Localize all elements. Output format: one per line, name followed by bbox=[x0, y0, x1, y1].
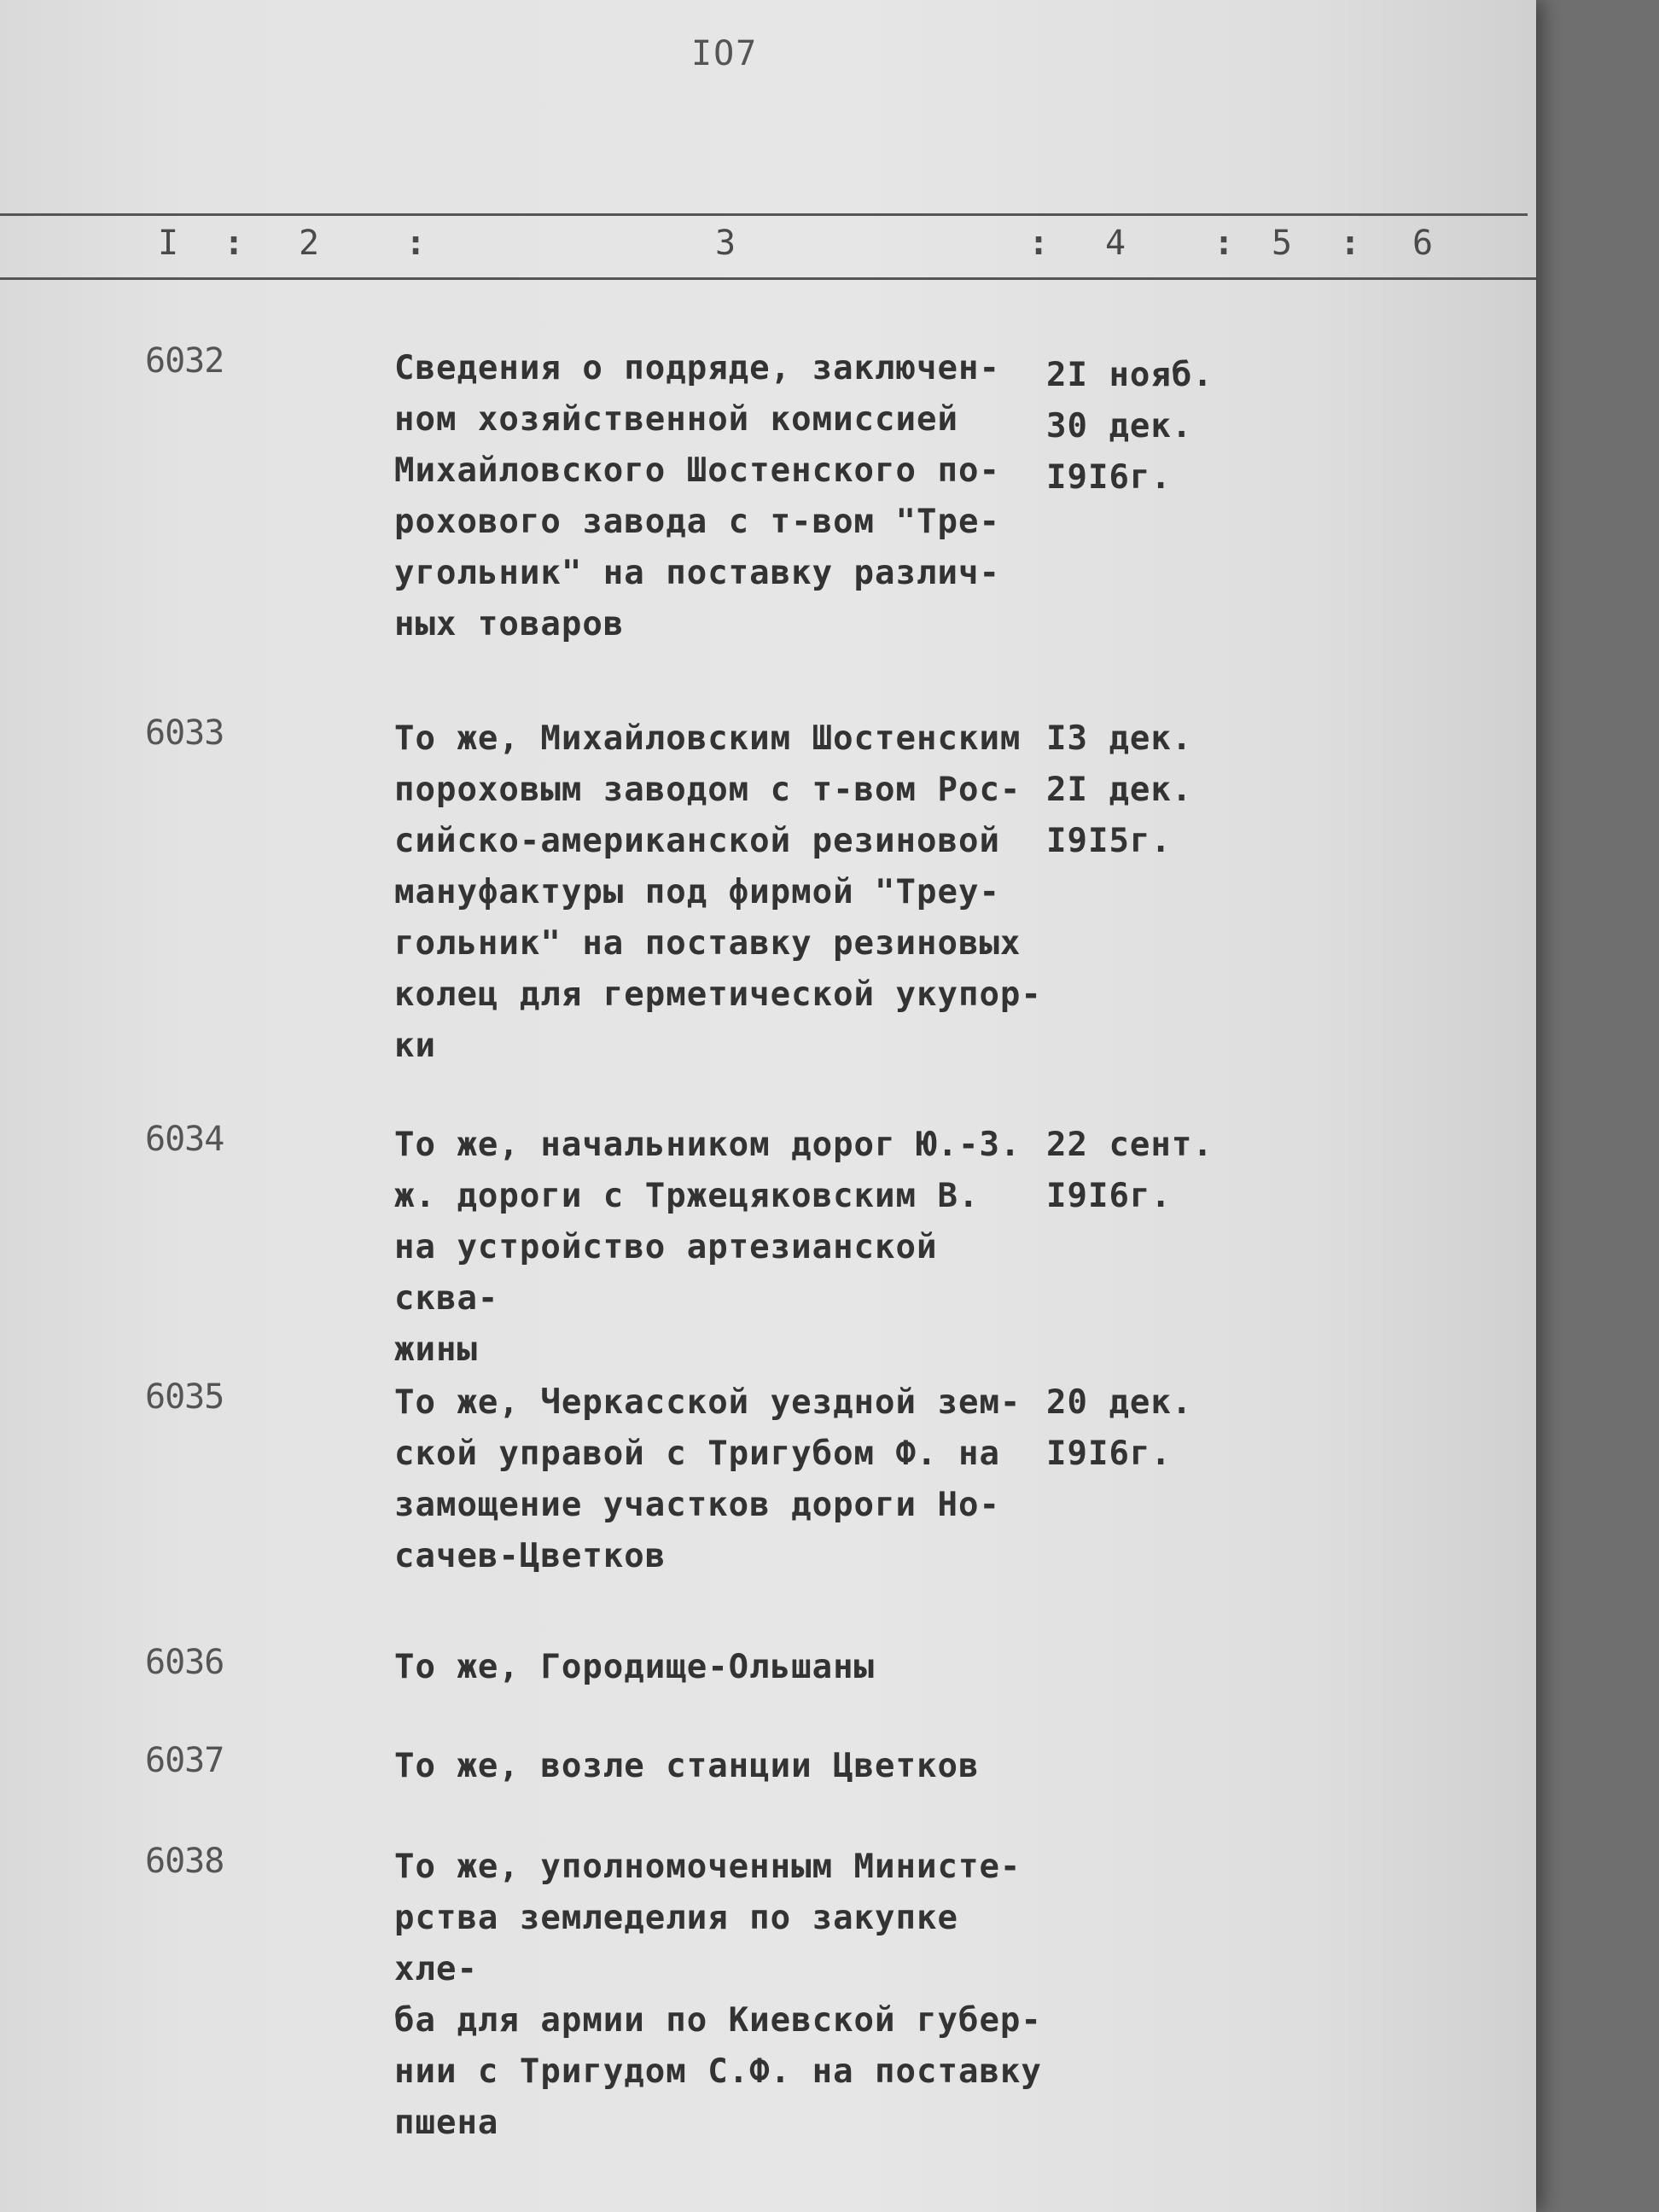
entry-description: То же, уполномоченным Министе- рства земледелия по закупке хле- ба для армии по Киевской губер- нии с Тригудом С.Ф. на поставку пшена bbox=[394, 1848, 1042, 2142]
header-bottom-rule bbox=[0, 277, 1536, 280]
entry-number: 6034 bbox=[145, 1120, 224, 1159]
column-header-3: 3 bbox=[715, 224, 736, 263]
entry-description: Сведения о подряде, заключен- ном хозяйственной комиссией Михайловского Шостенского по- рохового завода с т-вом "Тре- угольник" на поставку различ- ных товаров bbox=[394, 349, 1000, 643]
entry-number: 6037 bbox=[145, 1741, 224, 1780]
column-header-2: 2 bbox=[299, 224, 320, 263]
column-header-6: 6 bbox=[1412, 224, 1434, 263]
column-separator: : bbox=[1214, 224, 1235, 263]
entry-number: 6038 bbox=[145, 1842, 224, 1881]
column-header-1: I bbox=[158, 224, 179, 263]
column-separator: : bbox=[224, 224, 245, 263]
column-separator: : bbox=[1340, 224, 1361, 263]
entry-description: То же, Городище-Ольшаны bbox=[394, 1648, 876, 1686]
entry-number: 6036 bbox=[145, 1643, 224, 1682]
entry-number: 6035 bbox=[145, 1377, 224, 1417]
entry-dates: 20 дек. I9I6г. bbox=[1046, 1383, 1193, 1473]
page-number: IO7 bbox=[691, 34, 759, 73]
entry-dates: I3 дек. 2I дек. I9I5г. bbox=[1046, 719, 1193, 860]
entry-description: То же, начальником дорог Ю.-З. ж. дороги с Тржецяковским В. на устройство артезианской сква- жины bbox=[394, 1126, 1022, 1369]
entry-number: 6033 bbox=[145, 713, 224, 753]
entry-dates: 22 сент. I9I6г. bbox=[1046, 1126, 1214, 1215]
header-top-rule bbox=[0, 213, 1528, 216]
column-separator: : bbox=[1028, 224, 1050, 263]
entry-description: То же, Черкасской уездной зем- ской управой с Тригубом Ф. на замощение участков дороги Но- сачев-Цветков bbox=[394, 1383, 1022, 1575]
entry-description: То же, возле станции Цветков bbox=[394, 1747, 980, 1785]
column-header-4: 4 bbox=[1105, 224, 1126, 263]
column-separator: : bbox=[405, 224, 427, 263]
entry-description: То же, Михайловским Шостенским пороховым заводом с т-вом Рос- сийско-американской резиновой мануфактуры под фирмой "Треу- гольник" на поставку резиновых колец для герметической укупор- ки bbox=[394, 719, 1042, 1065]
entry-number: 6032 bbox=[145, 341, 224, 381]
entry-dates: 2I нояб. 30 дек. I9I6г. bbox=[1046, 356, 1214, 497]
column-header-5: 5 bbox=[1272, 224, 1293, 263]
